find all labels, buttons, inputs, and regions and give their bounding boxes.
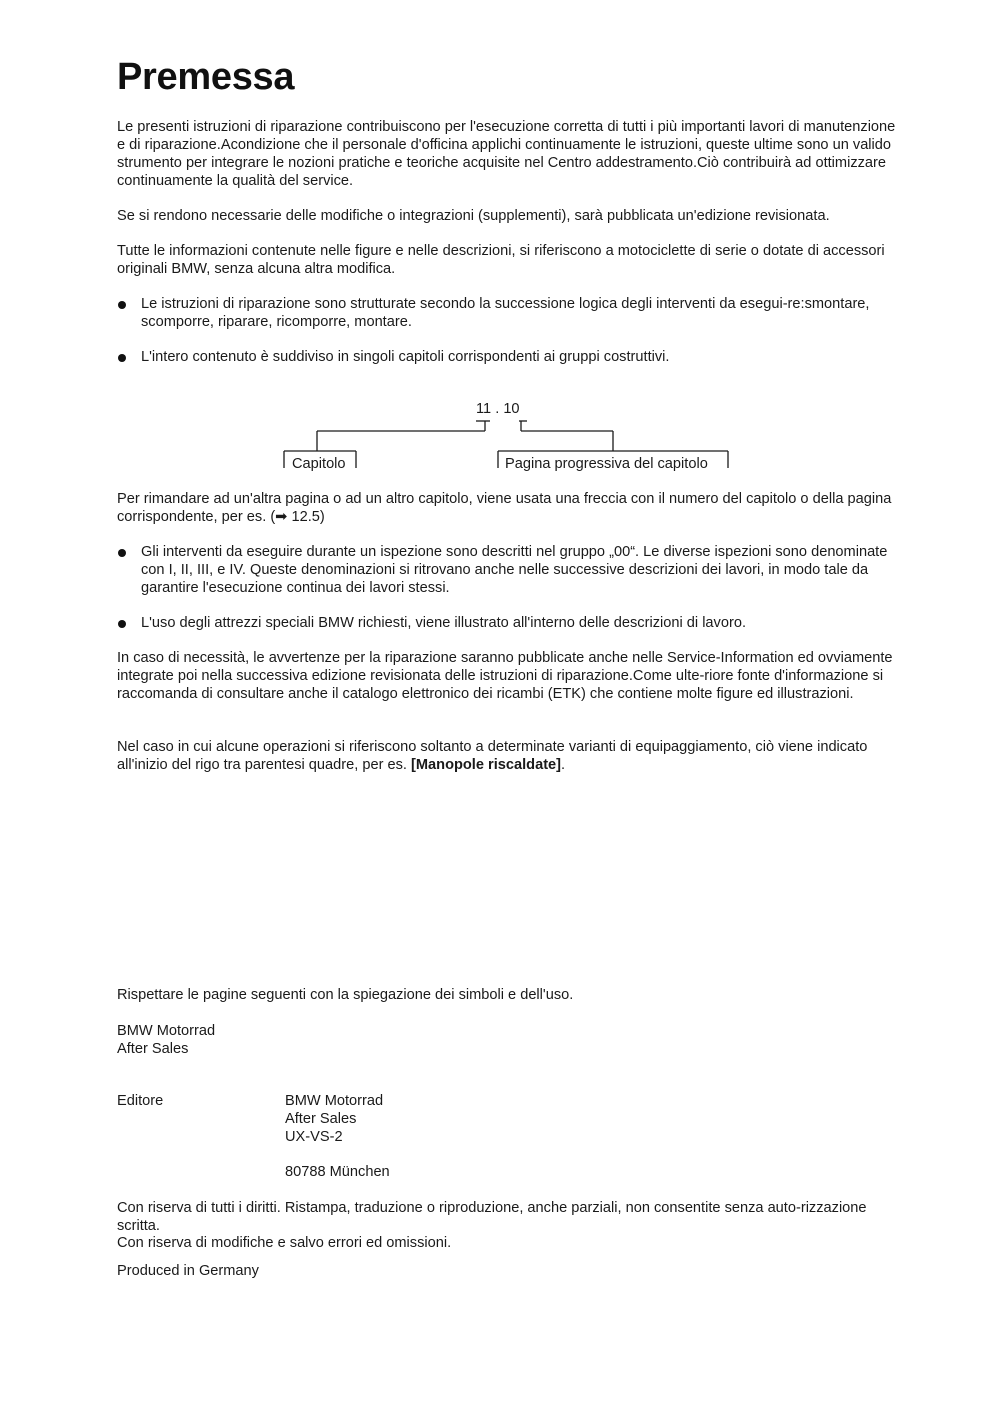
produced-in: Produced in Germany [117, 1263, 259, 1279]
imprint-block [285, 1092, 390, 1181]
page-number-diagram [270, 398, 750, 478]
imprint-line: UX-VS-2 [285, 1129, 343, 1145]
page-number-example: 11 . 10 [476, 401, 520, 417]
imprint-city: 80788 München [285, 1164, 390, 1180]
intro-paragraph-3: Tutte le informazioni contenute nelle figure e nelle descrizioni, si riferiscono a motociclette di serie o dotate di accessori originali BMW, senza alcuna altra modifica. [117, 243, 885, 277]
variant-end: . [561, 757, 566, 773]
errata-notice: Con riserva di modifiche e salvo errori ed omissioni. [117, 1235, 452, 1251]
service-paragraph: In caso di necessità, le avvertenze per la riparazione saranno pubblicate anche nelle Service-Information ed ovviamente integrate poi nella successiva edizione revisionata delle istruzioni di riparazione.Come ulte-riore fonte d'informazione si raccomanda di consultare anche il catalogo elettronico dei ricambi (ETK) che contiene molte figure ed illustrazioni. [117, 650, 893, 702]
company-line: BMW Motorrad [117, 1023, 216, 1039]
chapter-label: Capitolo [292, 456, 346, 472]
list-item-text: Le istruzioni di riparazione sono strutturate secondo la successione logica degli interventi da esegui-re:smontare, scomporre, riparare, ricomporre, montare. [141, 296, 870, 330]
rights-notice: Con riserva di tutti i diritti. Ristampa, traduzione o riproduzione, anche parziali, non consentite senza auto-rizzazione scritta. [117, 1200, 867, 1234]
imprint-line: BMW Motorrad [285, 1093, 384, 1109]
list-item-text: L'intero contenuto è suddiviso in singoli capitoli corrispondenti ai gruppi costruttivi. [141, 349, 670, 365]
bullet-icon [118, 620, 126, 628]
company-line: After Sales [117, 1041, 189, 1057]
intro-paragraph-2: Se si rendono necessarie delle modifiche o integrazioni (supplementi), sarà pubblicata un'edizione revisionata. [117, 208, 830, 224]
list-item-text: L'uso degli attrezzi speciali BMW richiesti, viene illustrato all'interno delle descrizioni di lavoro. [141, 615, 746, 631]
page-label: Pagina progressiva del capitolo [505, 456, 708, 472]
intro-paragraph-1: Le presenti istruzioni di riparazione contribuiscono per l'esecuzione corretta di tutti i più importanti lavori di manutenzione e di riparazione.Acondizione che il personale d'officina applichi continuamente le istruzioni, queste ultime sono un valido strumento per integrare le nozioni pratiche e teoriche acquisite nel Centro addestramento.Ciò contribuirà ad ottimizzare continuamente la qualità del service. [117, 119, 896, 189]
bullet-icon [118, 301, 126, 309]
imprint-line: After Sales [285, 1111, 357, 1127]
imprint-label: Editore [117, 1093, 164, 1109]
list-item-text: Gli interventi da eseguire durante un ispezione sono descritti nel gruppo „00“. Le diverse ispezioni sono denominate con I, II, III, e IV. Queste denominazioni si ritrovano anche nelle successive descrizioni dei lavori, in modo tale da garantire l'esecuzione continua dei lavori stessi. [141, 544, 888, 596]
company-block [117, 1022, 215, 1058]
reference-paragraph: Per rimandare ad un'altra pagina o ad un altro capitolo, viene usata una freccia con il numero del capitolo o della pagina corrispondente, per es. (➡ 12.5) [117, 491, 892, 525]
symbols-note: Rispettare le pagine seguenti con la spiegazione dei simboli e dell'uso. [117, 987, 574, 1003]
variant-example: [Manopole riscaldate] [411, 757, 562, 773]
variant-paragraph [117, 738, 897, 774]
bullet-icon [118, 354, 126, 362]
page-title: Premessa [117, 56, 295, 98]
bullet-icon [118, 549, 126, 557]
variant-text: Nel caso in cui alcune operazioni si riferiscono soltanto a determinate varianti di equipaggiamento, ciò viene indicato all'inizio del rigo tra parentesi quadre, per es. [117, 739, 868, 773]
